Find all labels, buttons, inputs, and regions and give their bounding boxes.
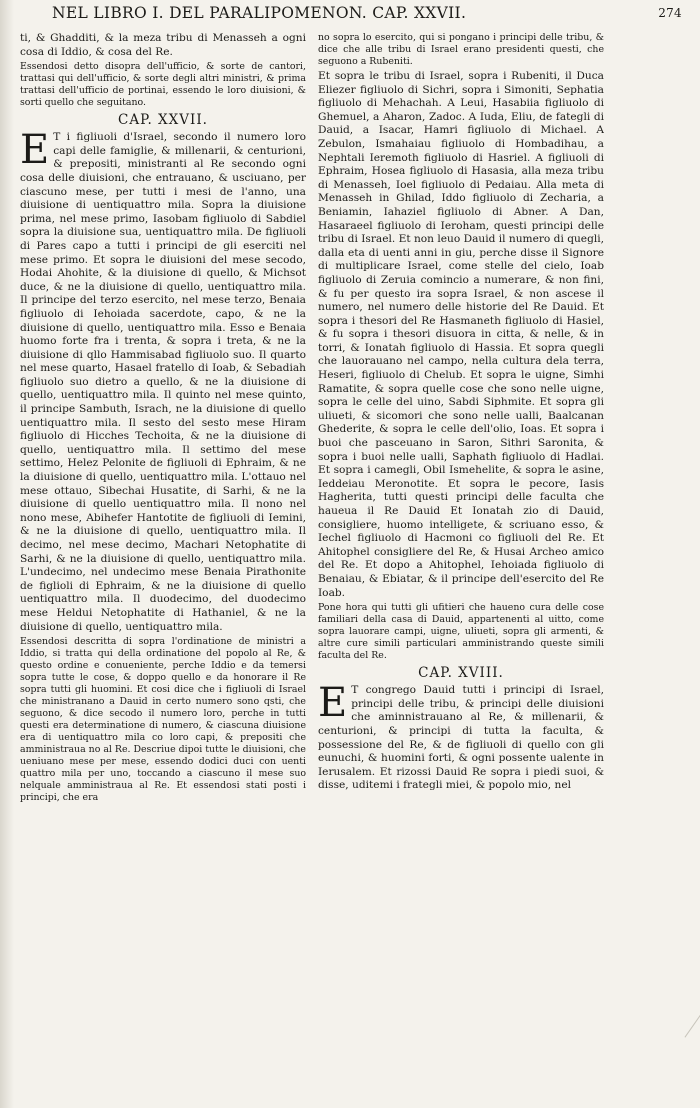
running-title: NEL LIBRO I. DEL PARALIPOMENON. CAP. XXVII. xyxy=(52,4,467,22)
left-commentary-note: Essendosi descritta di sopra l'ordinatione de ministri a Iddio, si tratta qui della ordinatione del popolo al Re, & questo ordine e conueniente, perche Iddio e da temersi sopra tutte le cose, & doppo quello e da honorare il Re sopra tutti gli huomini. Et cosi dice che i figliuoli di Israel che ministranano a Dauid in certo numero sono qsti, che seguono, & dice secodo il numero loro, perche in tutti questi era determinatione di numero, & ciascuna diuisione era di uentiquattro mila co loro capi, & prepositi che amministraua no al Re. Descriue dipoi tutte le diuisioni, che ueniuano mese per mese, essendo dodici duci con uenti quattro mila per uno, toccando a ciascuno il mese suo nelquale amministraua al Re. Et essendosi stati posti i principi, che era xyxy=(20,636,306,804)
left-body-text: T i figliuoli d'Israel, secondo il numero loro capi delle famiglie, & millenarii, & centurioni, & prepositi, ministranti al Re secondo ogni cosa delle diuisioni, che entrauano, & usciuano, per ciascuno mese, per tutti i mesi de l'anno, una diuisione di uentiquattro mila. Sopra la diuisione prima, nel mese primo, Iasobam figliuolo di Sabdiel sopra la diuisione sua, uentiquattro mila. De figliuoli di Pares capo a tutti i principi de gli eserciti nel mese primo. Et sopra le diuisioni del mese secodo, Hodai Ahohite, & la diuisione di quello, & Michsot duce, & ne la diuisione di quello, uentiquattro mila. Il principe del terzo esercito, nel mese terzo, Benaia figliuolo di Iehoiada sacerdote, capo, & ne la diuisione di quello, uentiquattro mila. Esso e Benaia huomo forte fra i trenta, & sopra i treta, & ne la diuisione di qllo Hammisabad figliuolo suo. Il quarto nel mese quarto, Hasael fratello di Ioab, & Sebadiah figliuolo suo dietro a quello, & ne la diuisione di quello, uentiquattro mila. Il quinto nel mese quinto, il principe Sambuth, Israch, ne la diuisione di quello uentiquattro mila. Il sesto del sesto mese Hiram figliuolo di Hicches Techoita, & ne la diuisione di quello, uentiquattro mila. Il settimo del mese settimo, Helez Pelonite de figliuoli di Ephraim, & ne la diuisione di quello, uentiquattro mila. L'ottauo nel mese ottauo, Sibechai Husatite, di Sarhi, & ne la diuisione di quello uentiquattro mila. Il nono nel nono mese, Abihefer Hantotite de figliuoli di Iemini, & ne la diuisione di quello, uentiquattro mila. Il decimo, nel mese decimo, Machari Netophatite di Sarhi, & ne la diuisione di quello, uentiquattro mila. L'undecimo, nel undecimo mese Benaia Pirathonite de figlioli di Ephraim, & ne la diuisione di quello uentiquattro mila. Il duodecimo, del duodecimo mese Heldui Netophatite di Hathaniel, & ne la diuisione di quello, uentiquattro mila. xyxy=(20,131,306,633)
right-continued-note: no sopra lo esercito, qui si pongano i principi delle tribu, & dice che alle tribu di Israel erano presidenti questi, che seguono a Rubeniti. xyxy=(318,32,604,67)
right-commentary-note: Pone hora qui tutti gli ufitieri che haueno cura delle cose familiari della casa di Dauid, appartenenti al uitto, come sopra lauorare campi, uigne, uliueti, sopra gli armenti, & altre cure simili particulari amministrando queste simili faculta del Re. xyxy=(318,602,604,662)
page-edge-mark xyxy=(684,1012,700,1037)
left-intro-note: Essendosi detto disopra dell'ufficio, & sorte de cantori, trattasi qui dell'ufficio, & sorte degli altri ministri, & prima trattasi dell'ufficio de portinai, essendo le loro diuisioni, & sorti quello che seguitano. xyxy=(20,61,306,109)
right-body-text-2: T congrego Dauid tutti i principi di Israel, principi delle tribu, & principi delle diuisioni che aminnistrauano al Re, & millenarii, & centurioni, & principi di tutta la faculta, & possessione del Re, & de figliuoli di quello con gli eunuchi, & huomini forti, & ogni possente ualente in Ierusalem. Et rizossi Dauid Re sopra i piedi suoi, & disse, uditemi i frategli miei, & popolo mio, nel xyxy=(318,684,604,792)
right-body-text: Et sopra le tribu di Israel, sopra i Rubeniti, il Duca Eliezer figliuolo di Sichri, sopra i Simoniti, Sephatia figliuolo di Mehachah. A Leui, Hasabiia figliuolo di Ghemuel, a Aharon, Zadoc. A Iuda, Eliu, de fategli di Dauid, a Isacar, Hamri figliuolo di Michael. A Zebulon, Ismahaiau figliuolo di Hombadihau, a Nephtali Ieremoth figliuolo di Hasriel. A figliuoli di Ephraim, Hosea figliuolo di Hasasia, alla meza tribu di Menasseh, Ioel figliuolo di Pedaiau. Alla meta di Menasseh in Ghilad, Iddo figliuolo di Zecharia, a Beniamin, Iahaziel figliuolo di Abner. A Dan, Hasaraeel figliuolo di Ieroham, questi principi delle tribu di Israel. Et non leuo Dauid il numero di quegli, dalla eta di uenti anni in giu, perche disse il Signore di multiplicare Israel, come stelle del cielo, Ioab figliuolo di Zeruia comincio a numerare, & non fini, & fu per questo ira sopra Israel, & non ascese il numero, nel numero delle historie del Re Dauid. Et sopra i thesori del Re Hasmaneth figliuolo di Hasiel, & fu sopra i thesori disuora in citta, & nelle, & in torri, & Ionatah figliuolo di Hassia. Et sopra quegli che lauorauano nel campo, nella cultura dela terra, Heseri, figliuolo di Chelub. Et sopra le uigne, Simhi Ramatite, & sopra quelle cose che sono nelle uigne, sopra le celle del uino, Sabdi Siphmite. Et sopra gli uliueti, & sicomori che sono nelle ualli, Baalcanan Ghederite, & sopra le celle dell'olio, Ioas. Et sopra i buoi che pasceuano in Saron, Sithri Saronita, & sopra i buoi nelle ualli, Saphath figliuolo di Hadlai. Et sopra i camegli, Obil Ismehelite, & sopra le asine, Ieddeiau Meronotite. Et sopra le pecore, Iasis Hagherita, tutti questi principi delle faculta che haueua il Re Dauid Et Ionatah zio di Dauid, consigliere, huomo intelligete, & scriuano esso, & Iechel figliuolo di Hacmoni co figliuoli del Re. Et Ahitophel consigliere del Re, & Husai Archeo amico del Re. Et dopo a Ahitophel, Iehoiada figliuolo di Benaiau, & Ebiatar, & il principe dell'esercito del Re Ioab. xyxy=(318,70,604,599)
chapter-heading-xxvii: CAP. XXVII. xyxy=(118,112,208,129)
dropcap-letter-2: E xyxy=(318,680,348,727)
left-column xyxy=(20,32,306,1032)
right-column xyxy=(318,32,604,1032)
running-head xyxy=(22,4,682,28)
folio-number: 274 xyxy=(658,6,682,20)
left-intro: ti, & Ghadditi, & la meza tribu di Menasseh a ogni cosa di Iddio, & cosa del Re. xyxy=(20,32,306,58)
dropcap-letter: E xyxy=(20,127,50,174)
left-body-paragraph xyxy=(20,127,306,634)
gutter-shadow xyxy=(0,0,14,1108)
chapter-heading-xviii: CAP. XVIII. xyxy=(418,665,504,682)
right-body-paragraph-2 xyxy=(318,680,604,793)
